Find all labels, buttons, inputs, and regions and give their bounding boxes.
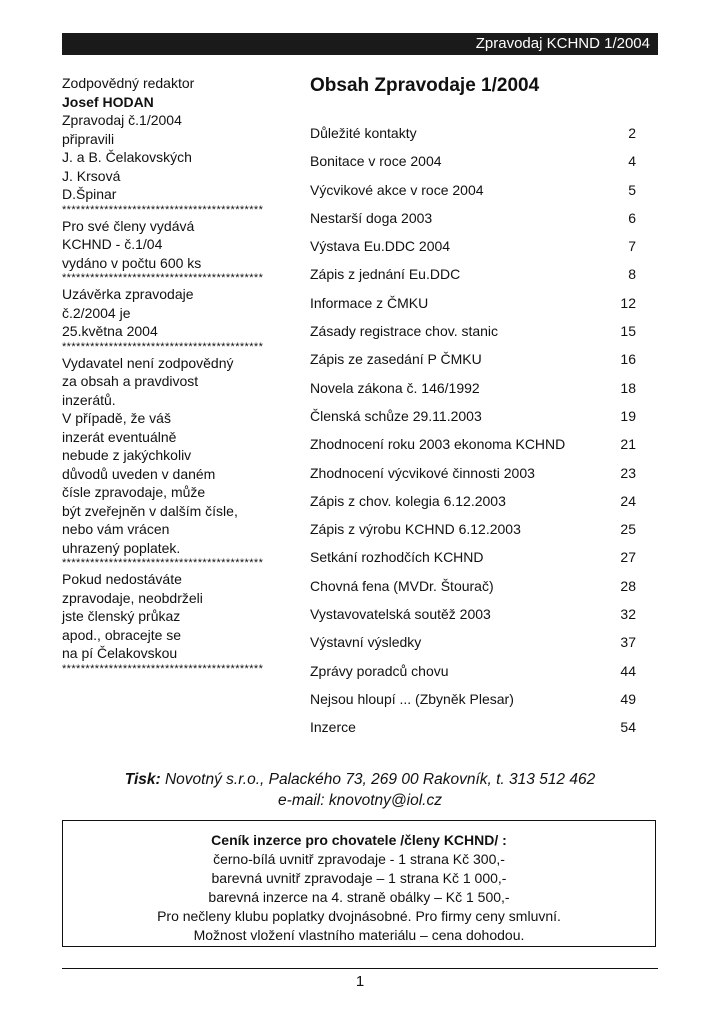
advertising-price-box bbox=[62, 820, 656, 947]
sidebar-line: Zodpovědný redaktor bbox=[62, 75, 195, 91]
toc-entry-page: 23 bbox=[620, 464, 636, 481]
toc-entry-page: 15 bbox=[620, 323, 636, 340]
toc-entry-title: Výstavní výsledky bbox=[310, 634, 422, 651]
price-box-content bbox=[63, 831, 655, 945]
table-of-contents bbox=[310, 123, 636, 746]
toc-entry bbox=[310, 434, 636, 462]
price-line: Možnost vložení vlastního materiálu – cena dohodou. bbox=[193, 927, 525, 943]
toc-entry bbox=[310, 689, 636, 717]
sidebar-line: Pro své členy vydává bbox=[62, 217, 195, 234]
toc-entry bbox=[310, 491, 636, 519]
sidebar-line: č.2/2004 je bbox=[62, 304, 131, 321]
toc-entry bbox=[310, 236, 636, 264]
toc-entry-page: 2 bbox=[628, 125, 636, 141]
toc-entry-page: 6 bbox=[628, 209, 636, 226]
toc-entry-page: 5 bbox=[628, 181, 636, 198]
toc-entry-page: 28 bbox=[620, 577, 636, 594]
toc-entry bbox=[310, 378, 636, 406]
toc-title: Obsah Zpravodaje 1/2004 bbox=[310, 75, 540, 96]
price-list-title: Ceník inzerce pro chovatele /členy KCHND/ : bbox=[211, 832, 507, 848]
toc-entry-page: 44 bbox=[620, 662, 636, 679]
toc-entry-title: Výcvikové akce v roce 2004 bbox=[310, 181, 484, 198]
toc-entry-title: Zásady registrace chov. stanic bbox=[310, 323, 499, 340]
sidebar-line: důvodů uveden v daném bbox=[62, 465, 216, 482]
sidebar-line: za obsah a pravdivost bbox=[62, 373, 199, 389]
sidebar-line: Pokud nedostáváte bbox=[62, 571, 182, 587]
toc-entry bbox=[310, 180, 636, 208]
toc-entry bbox=[310, 406, 636, 434]
toc-entry-title: Informace z ČMKU bbox=[310, 294, 429, 311]
toc-entry bbox=[310, 519, 636, 547]
toc-entry-page: 49 bbox=[620, 690, 636, 707]
toc-entry-title: Novela zákona č. 146/1992 bbox=[310, 379, 480, 396]
toc-entry bbox=[310, 576, 636, 604]
header-bar bbox=[62, 33, 658, 55]
toc-entry-page: 4 bbox=[628, 153, 636, 170]
sidebar-line: čísle zpravodaje, může bbox=[62, 484, 206, 500]
toc-entry bbox=[310, 349, 636, 377]
toc-entry-page: 24 bbox=[620, 492, 636, 509]
asterisk-separator: ******************************************* bbox=[62, 557, 264, 569]
sidebar-line: na pí Čelakovskou bbox=[62, 645, 178, 661]
sidebar-line: V případě, že váš bbox=[62, 410, 171, 426]
sidebar-line: nebude z jakýchkoliv bbox=[62, 447, 192, 463]
toc-entry bbox=[310, 632, 636, 660]
sidebar-line: nebo vám vrácen bbox=[62, 521, 170, 537]
toc-entry-title: Zprávy poradců chovu bbox=[310, 662, 449, 679]
toc-entry-title: Zhodnocení výcvikové činnosti 2003 bbox=[310, 464, 535, 481]
printer-email: e-mail: knovotny@iol.cz bbox=[278, 792, 442, 809]
toc-entry-title: Zápis z jednání Eu.DDC bbox=[310, 266, 461, 283]
sidebar-line: vydáno v počtu 600 ks bbox=[62, 254, 202, 271]
toc-entry-title: Chovná fena (MVDr. Štourač) bbox=[310, 577, 494, 594]
footer-divider bbox=[62, 968, 658, 969]
toc-entry-page: 8 bbox=[628, 266, 636, 283]
toc-entry bbox=[310, 604, 636, 632]
toc-entry-title: Členská schůze 29.11.2003 bbox=[310, 407, 482, 424]
page-number: 1 bbox=[355, 973, 365, 990]
toc-entry-title: Bonitace v roce 2004 bbox=[310, 153, 442, 170]
asterisk-separator: ******************************************* bbox=[62, 203, 264, 216]
sidebar-line: být zveřejněn v dalším čísle, bbox=[62, 502, 238, 519]
editorial-info-column bbox=[62, 74, 277, 676]
toc-entry-page: 12 bbox=[620, 294, 636, 311]
toc-entry-title: Vystavovatelská soutěž 2003 bbox=[310, 606, 491, 623]
printer-address: Novotný s.r.o., Palackého 73, 269 00 Rakovník, t. 313 512 462 bbox=[164, 771, 596, 788]
toc-entry bbox=[310, 463, 636, 491]
toc-entry-page: 25 bbox=[620, 521, 636, 538]
sidebar-line: apod., obracejte se bbox=[62, 626, 182, 643]
toc-entry-page: 18 bbox=[620, 379, 636, 396]
toc-entry bbox=[310, 208, 636, 236]
toc-entry bbox=[310, 123, 636, 151]
toc-entry bbox=[310, 151, 636, 179]
asterisk-separator: ******************************************* bbox=[62, 340, 264, 353]
sidebar-line: J. a B. Čelakovských bbox=[62, 149, 192, 165]
toc-entry bbox=[310, 264, 636, 292]
sidebar-line: inzerátů. bbox=[62, 391, 116, 408]
printer-line bbox=[62, 769, 658, 790]
toc-entry-title: Zápis ze zasedání P ČMKU bbox=[310, 351, 482, 368]
toc-entry-title: Nestarší doga 2003 bbox=[310, 209, 433, 226]
asterisk-separator: ******************************************* bbox=[62, 272, 264, 284]
price-line: Pro nečleny klubu poplatky dvojnásobné. Pro firmy ceny smluvní. bbox=[157, 908, 561, 924]
toc-entry bbox=[310, 293, 636, 321]
sidebar-line: KCHND - č.1/04 bbox=[62, 236, 163, 252]
sidebar-line: Vydavatel není zodpovědný bbox=[62, 354, 234, 371]
toc-entry-title: Důležité kontakty bbox=[310, 125, 417, 141]
sidebar-line: jste členský průkaz bbox=[62, 608, 181, 624]
toc-entry-page: 16 bbox=[620, 351, 636, 368]
toc-entry-title: Setkání rozhodčích KCHND bbox=[310, 549, 484, 566]
toc-entry-page: 54 bbox=[620, 719, 636, 736]
sidebar-line: připravili bbox=[62, 130, 115, 147]
sidebar-line: inzerát eventuálně bbox=[62, 428, 177, 445]
toc-entry-page: 27 bbox=[620, 549, 636, 566]
toc-entry-title: Zápis z výrobu KCHND 6.12.2003 bbox=[310, 521, 521, 538]
sidebar-line: Zpravodaj č.1/2004 bbox=[62, 112, 182, 128]
toc-entry-title: Výstava Eu.DDC 2004 bbox=[310, 238, 451, 255]
toc-entry-title: Zápis z chov. kolegia 6.12.2003 bbox=[310, 492, 506, 509]
print-info bbox=[62, 769, 658, 811]
toc-entry-title: Inzerce bbox=[310, 719, 356, 736]
header-title: Zpravodaj KCHND 1/2004 bbox=[475, 35, 650, 52]
toc-entry bbox=[310, 547, 636, 575]
price-line: barevná inzerce na 4. straně obálky – Kč 1 500,- bbox=[208, 889, 510, 905]
sidebar-line: D.Špinar bbox=[62, 186, 117, 202]
toc-entry-page: 32 bbox=[620, 606, 636, 623]
sidebar-line: 25.května 2004 bbox=[62, 323, 158, 339]
sidebar-line: Josef HODAN bbox=[62, 93, 154, 110]
toc-entry bbox=[310, 321, 636, 349]
toc-entry-page: 21 bbox=[620, 436, 636, 453]
sidebar-line: uhrazený poplatek. bbox=[62, 539, 181, 556]
asterisk-separator: ******************************************* bbox=[62, 662, 264, 675]
price-line: barevná uvnitř zpravodaje – 1 strana Kč 1 000,- bbox=[211, 870, 507, 886]
toc-entry-title: Zhodnocení roku 2003 ekonoma KCHND bbox=[310, 436, 566, 453]
toc-entry-page: 19 bbox=[620, 407, 636, 424]
toc-entry-page: 37 bbox=[620, 634, 636, 651]
toc-entry bbox=[310, 717, 636, 745]
toc-entry bbox=[310, 661, 636, 689]
sidebar-line: J. Krsová bbox=[62, 167, 121, 184]
price-line: černo-bílá uvnitř zpravodaje - 1 strana Kč 300,- bbox=[213, 851, 505, 867]
toc-entry-page: 7 bbox=[628, 238, 636, 255]
toc-entry-title: Nejsou hloupí ... (Zbyněk Plesar) bbox=[310, 690, 514, 707]
sidebar-line: Uzávěrka zpravodaje bbox=[62, 286, 194, 302]
printer-label: Tisk: bbox=[124, 771, 161, 788]
sidebar-line: zpravodaje, neobdrželi bbox=[62, 589, 203, 606]
